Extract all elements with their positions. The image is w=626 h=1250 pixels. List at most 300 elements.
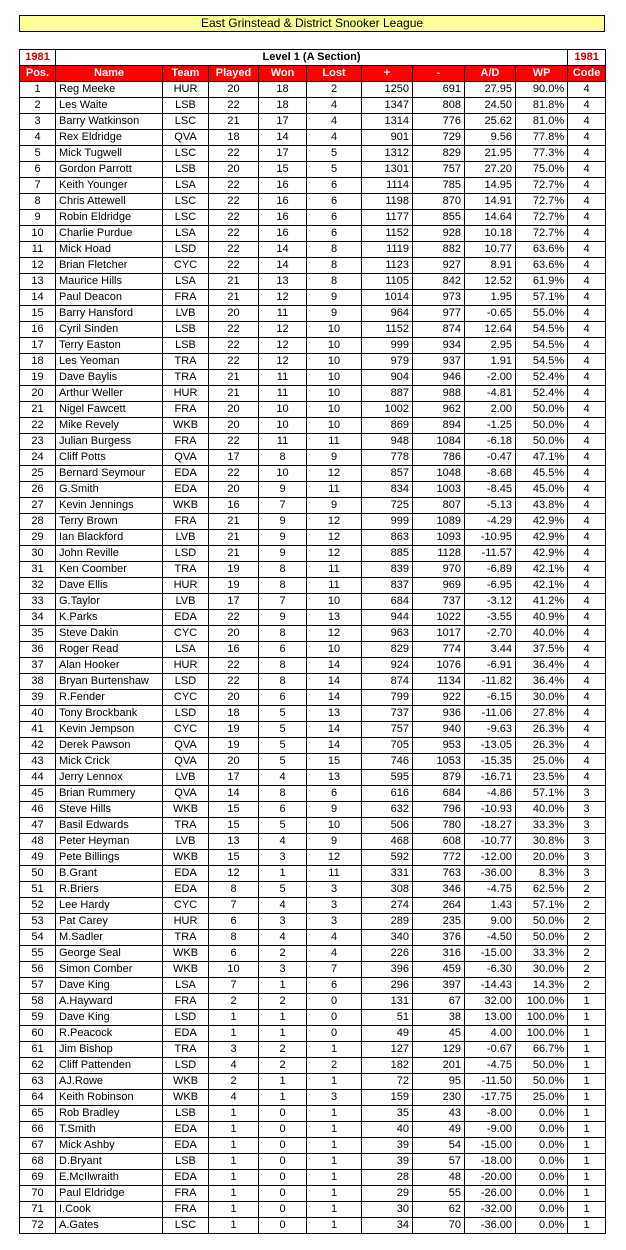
wp-cell: 63.6% [516,242,568,258]
name-cell: Pat Carey [56,914,163,930]
ad-cell: 1.43 [465,898,516,914]
ad-cell: -3.55 [465,610,516,626]
wp-cell: 41.2% [516,594,568,610]
lost-cell: 1 [307,1202,362,1218]
lost-cell: 6 [307,786,362,802]
pos-cell: 53 [20,914,56,930]
code-cell: 3 [568,786,606,802]
lost-cell: 14 [307,690,362,706]
team-cell: EDA [163,1122,209,1138]
lost-cell: 4 [307,930,362,946]
table-row [20,706,606,722]
code-cell: 1 [568,1218,606,1234]
played-cell: 19 [209,722,259,738]
table-row [20,386,606,402]
played-cell: 22 [209,258,259,274]
team-cell: LSB [163,322,209,338]
minus-cell: 201 [413,1058,465,1074]
won-cell: 5 [259,882,307,898]
ad-cell: -11.82 [465,674,516,690]
lost-cell: 6 [307,210,362,226]
minus-cell: 95 [413,1074,465,1090]
won-cell: 2 [259,1058,307,1074]
pos-cell: 9 [20,210,56,226]
played-cell: 4 [209,1058,259,1074]
table-row [20,946,606,962]
played-cell: 20 [209,402,259,418]
col-lost: Lost [307,66,362,82]
ad-cell: -10.93 [465,802,516,818]
won-cell: 16 [259,194,307,210]
name-cell: Maurice Hills [56,274,163,290]
code-cell: 4 [568,514,606,530]
minus-cell: 230 [413,1090,465,1106]
team-cell: HUR [163,386,209,402]
ad-cell: 24.50 [465,98,516,114]
pos-cell: 56 [20,962,56,978]
pos-cell: 7 [20,178,56,194]
name-cell: Tony Brockbank [56,706,163,722]
played-cell: 20 [209,690,259,706]
column-headers [20,66,606,82]
minus-cell: 43 [413,1106,465,1122]
lost-cell: 6 [307,194,362,210]
played-cell: 22 [209,434,259,450]
table-row [20,642,606,658]
lost-cell: 8 [307,274,362,290]
team-cell: TRA [163,818,209,834]
won-cell: 1 [259,1026,307,1042]
name-cell: G.Taylor [56,594,163,610]
table-row [20,210,606,226]
lost-cell: 10 [307,386,362,402]
code-cell: 1 [568,1106,606,1122]
team-cell: EDA [163,866,209,882]
team-cell: LSD [163,242,209,258]
won-cell: 5 [259,706,307,722]
table-row [20,754,606,770]
lost-cell: 11 [307,578,362,594]
pos-cell: 42 [20,738,56,754]
wp-cell: 42.9% [516,546,568,562]
wp-cell: 14.3% [516,978,568,994]
name-cell: M.Sadler [56,930,163,946]
table-row [20,914,606,930]
table-row [20,994,606,1010]
name-cell: Les Waite [56,98,163,114]
played-cell: 15 [209,802,259,818]
table-row [20,674,606,690]
wp-cell: 54.5% [516,354,568,370]
ad-cell: -2.70 [465,626,516,642]
played-cell: 22 [209,466,259,482]
pos-cell: 66 [20,1122,56,1138]
played-cell: 8 [209,930,259,946]
team-cell: EDA [163,1138,209,1154]
team-cell: TRA [163,370,209,386]
name-cell: Les Yeoman [56,354,163,370]
won-cell: 4 [259,930,307,946]
minus-cell: 1048 [413,466,465,482]
ad-cell: 4.00 [465,1026,516,1042]
played-cell: 2 [209,994,259,1010]
played-cell: 20 [209,306,259,322]
plus-cell: 29 [362,1186,413,1202]
team-cell: LSA [163,978,209,994]
code-cell: 4 [568,242,606,258]
team-cell: HUR [163,914,209,930]
lost-cell: 1 [307,1074,362,1090]
plus-cell: 746 [362,754,413,770]
name-cell: Mick Ashby [56,1138,163,1154]
name-cell: T.Smith [56,1122,163,1138]
table-row [20,466,606,482]
table-row [20,370,606,386]
played-cell: 22 [209,146,259,162]
wp-cell: 37.5% [516,642,568,658]
table-row [20,1090,606,1106]
won-cell: 1 [259,1074,307,1090]
name-cell: Derek Pawson [56,738,163,754]
table-row [20,626,606,642]
plus-cell: 1114 [362,178,413,194]
played-cell: 15 [209,850,259,866]
minus-cell: 729 [413,130,465,146]
lost-cell: 10 [307,818,362,834]
table-row [20,274,606,290]
minus-cell: 774 [413,642,465,658]
won-cell: 14 [259,130,307,146]
won-cell: 3 [259,914,307,930]
code-cell: 2 [568,978,606,994]
pos-cell: 59 [20,1010,56,1026]
code-cell: 4 [568,434,606,450]
lost-cell: 11 [307,482,362,498]
won-cell: 4 [259,834,307,850]
ad-cell: 2.00 [465,402,516,418]
team-cell: EDA [163,882,209,898]
name-cell: Roger Read [56,642,163,658]
plus-cell: 725 [362,498,413,514]
code-cell: 2 [568,882,606,898]
ad-cell: -11.50 [465,1074,516,1090]
minus-cell: 55 [413,1186,465,1202]
lost-cell: 10 [307,402,362,418]
won-cell: 7 [259,498,307,514]
won-cell: 5 [259,722,307,738]
plus-cell: 1123 [362,258,413,274]
lost-cell: 4 [307,114,362,130]
table-row [20,354,606,370]
wp-cell: 45.5% [516,466,568,482]
pos-cell: 45 [20,786,56,802]
won-cell: 18 [259,98,307,114]
table-row [20,178,606,194]
team-cell: LSA [163,642,209,658]
lost-cell: 14 [307,674,362,690]
ad-cell: -15.00 [465,946,516,962]
plus-cell: 131 [362,994,413,1010]
pos-cell: 12 [20,258,56,274]
minus-cell: 757 [413,162,465,178]
team-cell: LSB [163,162,209,178]
pos-cell: 49 [20,850,56,866]
won-cell: 6 [259,690,307,706]
table-row [20,114,606,130]
name-cell: R.Peacock [56,1026,163,1042]
lost-cell: 1 [307,1042,362,1058]
team-cell: HUR [163,82,209,98]
name-cell: Rob Bradley [56,1106,163,1122]
ad-cell: -11.06 [465,706,516,722]
pos-cell: 46 [20,802,56,818]
wp-cell: 100.0% [516,1010,568,1026]
pos-cell: 15 [20,306,56,322]
wp-cell: 52.4% [516,386,568,402]
team-cell: CYC [163,626,209,642]
won-cell: 11 [259,434,307,450]
wp-cell: 54.5% [516,322,568,338]
pos-cell: 58 [20,994,56,1010]
ad-cell: -8.68 [465,466,516,482]
ad-cell: -1.25 [465,418,516,434]
lost-cell: 10 [307,354,362,370]
ad-cell: -10.95 [465,530,516,546]
code-cell: 4 [568,546,606,562]
plus-cell: 506 [362,818,413,834]
plus-cell: 1312 [362,146,413,162]
pos-cell: 72 [20,1218,56,1234]
lost-cell: 12 [307,466,362,482]
won-cell: 1 [259,1010,307,1026]
name-cell: Barry Hansford [56,306,163,322]
code-cell: 4 [568,162,606,178]
minus-cell: 780 [413,818,465,834]
played-cell: 1 [209,1154,259,1170]
ad-cell: 13.00 [465,1010,516,1026]
code-cell: 4 [568,642,606,658]
name-cell: Steve Dakin [56,626,163,642]
plus-cell: 863 [362,530,413,546]
name-cell: Julian Burgess [56,434,163,450]
table-row [20,290,606,306]
won-cell: 13 [259,274,307,290]
ad-cell: -14.43 [465,978,516,994]
ad-cell: 1.91 [465,354,516,370]
pos-cell: 27 [20,498,56,514]
plus-cell: 396 [362,962,413,978]
wp-cell: 30.8% [516,834,568,850]
minus-cell: 855 [413,210,465,226]
code-cell: 3 [568,850,606,866]
code-cell: 4 [568,658,606,674]
lost-cell: 2 [307,82,362,98]
table-row [20,802,606,818]
pos-cell: 48 [20,834,56,850]
lost-cell: 3 [307,898,362,914]
plus-cell: 51 [362,1010,413,1026]
ad-cell: -10.77 [465,834,516,850]
team-cell: LVB [163,770,209,786]
wp-cell: 100.0% [516,1026,568,1042]
plus-cell: 757 [362,722,413,738]
pos-cell: 36 [20,642,56,658]
pos-cell: 1 [20,82,56,98]
team-cell: FRA [163,290,209,306]
ad-cell: -5.13 [465,498,516,514]
league-title: East Grinstead & District Snooker League [19,15,605,32]
table-row [20,258,606,274]
minus-cell: 737 [413,594,465,610]
name-cell: Brian Rummery [56,786,163,802]
won-cell: 0 [259,1218,307,1234]
pos-cell: 11 [20,242,56,258]
lost-cell: 12 [307,850,362,866]
ad-cell: -6.91 [465,658,516,674]
name-cell: Dave Ellis [56,578,163,594]
table-row [20,658,606,674]
team-cell: EDA [163,482,209,498]
plus-cell: 72 [362,1074,413,1090]
wp-cell: 57.1% [516,290,568,306]
col-pos: Pos. [20,66,56,82]
minus-cell: 235 [413,914,465,930]
lost-cell: 11 [307,562,362,578]
team-cell: WKB [163,962,209,978]
table-row [20,82,606,98]
plus-cell: 778 [362,450,413,466]
team-cell: HUR [163,578,209,594]
plus-cell: 799 [362,690,413,706]
ad-cell: -18.00 [465,1154,516,1170]
name-cell: Barry Watkinson [56,114,163,130]
won-cell: 8 [259,450,307,466]
pos-cell: 28 [20,514,56,530]
table-body [20,82,606,1234]
won-cell: 2 [259,1042,307,1058]
lost-cell: 9 [307,498,362,514]
plus-cell: 1198 [362,194,413,210]
wp-cell: 61.9% [516,274,568,290]
lost-cell: 1 [307,1138,362,1154]
lost-cell: 14 [307,658,362,674]
won-cell: 14 [259,258,307,274]
name-cell: Reg Meeke [56,82,163,98]
plus-cell: 1119 [362,242,413,258]
table-row [20,194,606,210]
plus-cell: 28 [362,1170,413,1186]
wp-cell: 81.8% [516,98,568,114]
code-cell: 4 [568,322,606,338]
pos-cell: 6 [20,162,56,178]
name-cell: Paul Deacon [56,290,163,306]
wp-cell: 25.0% [516,754,568,770]
name-cell: Arthur Weller [56,386,163,402]
lost-cell: 9 [307,834,362,850]
name-cell: Jim Bishop [56,1042,163,1058]
lost-cell: 9 [307,802,362,818]
table-row [20,1122,606,1138]
lost-cell: 11 [307,434,362,450]
ad-cell: -4.81 [465,386,516,402]
minus-cell: 1134 [413,674,465,690]
won-cell: 12 [259,338,307,354]
ad-cell: -6.15 [465,690,516,706]
table-row [20,818,606,834]
minus-cell: 894 [413,418,465,434]
name-cell: Mick Tugwell [56,146,163,162]
name-cell: Brian Fletcher [56,258,163,274]
plus-cell: 839 [362,562,413,578]
ad-cell: 21.95 [465,146,516,162]
played-cell: 20 [209,754,259,770]
ad-cell: -2.00 [465,370,516,386]
plus-cell: 274 [362,898,413,914]
won-cell: 9 [259,610,307,626]
name-cell: Simon Comber [56,962,163,978]
minus-cell: 397 [413,978,465,994]
won-cell: 5 [259,818,307,834]
ad-cell: -36.00 [465,1218,516,1234]
team-cell: LSA [163,274,209,290]
minus-cell: 946 [413,370,465,386]
minus-cell: 38 [413,1010,465,1026]
ad-cell: 12.52 [465,274,516,290]
ad-cell: 27.20 [465,162,516,178]
lost-cell: 13 [307,770,362,786]
played-cell: 14 [209,786,259,802]
played-cell: 21 [209,274,259,290]
code-cell: 4 [568,418,606,434]
ad-cell: -0.65 [465,306,516,322]
team-cell: LSC [163,210,209,226]
played-cell: 1 [209,1170,259,1186]
played-cell: 16 [209,498,259,514]
ad-cell: 1.95 [465,290,516,306]
plus-cell: 924 [362,658,413,674]
name-cell: Dave King [56,978,163,994]
pos-cell: 64 [20,1090,56,1106]
plus-cell: 834 [362,482,413,498]
table-row [20,578,606,594]
minus-cell: 1017 [413,626,465,642]
name-cell: B.Grant [56,866,163,882]
wp-cell: 26.3% [516,738,568,754]
pos-cell: 69 [20,1170,56,1186]
code-cell: 4 [568,594,606,610]
played-cell: 1 [209,1010,259,1026]
plus-cell: 127 [362,1042,413,1058]
ad-cell: -17.75 [465,1090,516,1106]
wp-cell: 77.8% [516,130,568,146]
won-cell: 12 [259,322,307,338]
ad-cell: -16.71 [465,770,516,786]
name-cell: Ken Coomber [56,562,163,578]
code-cell: 1 [568,1122,606,1138]
minus-cell: 376 [413,930,465,946]
lost-cell: 0 [307,1010,362,1026]
won-cell: 8 [259,578,307,594]
won-cell: 16 [259,226,307,242]
code-cell: 4 [568,370,606,386]
name-cell: K.Parks [56,610,163,626]
wp-cell: 90.0% [516,82,568,98]
wp-cell: 26.3% [516,722,568,738]
team-cell: LVB [163,594,209,610]
minus-cell: 129 [413,1042,465,1058]
wp-cell: 72.7% [516,178,568,194]
col-ad: A/D [465,66,516,82]
